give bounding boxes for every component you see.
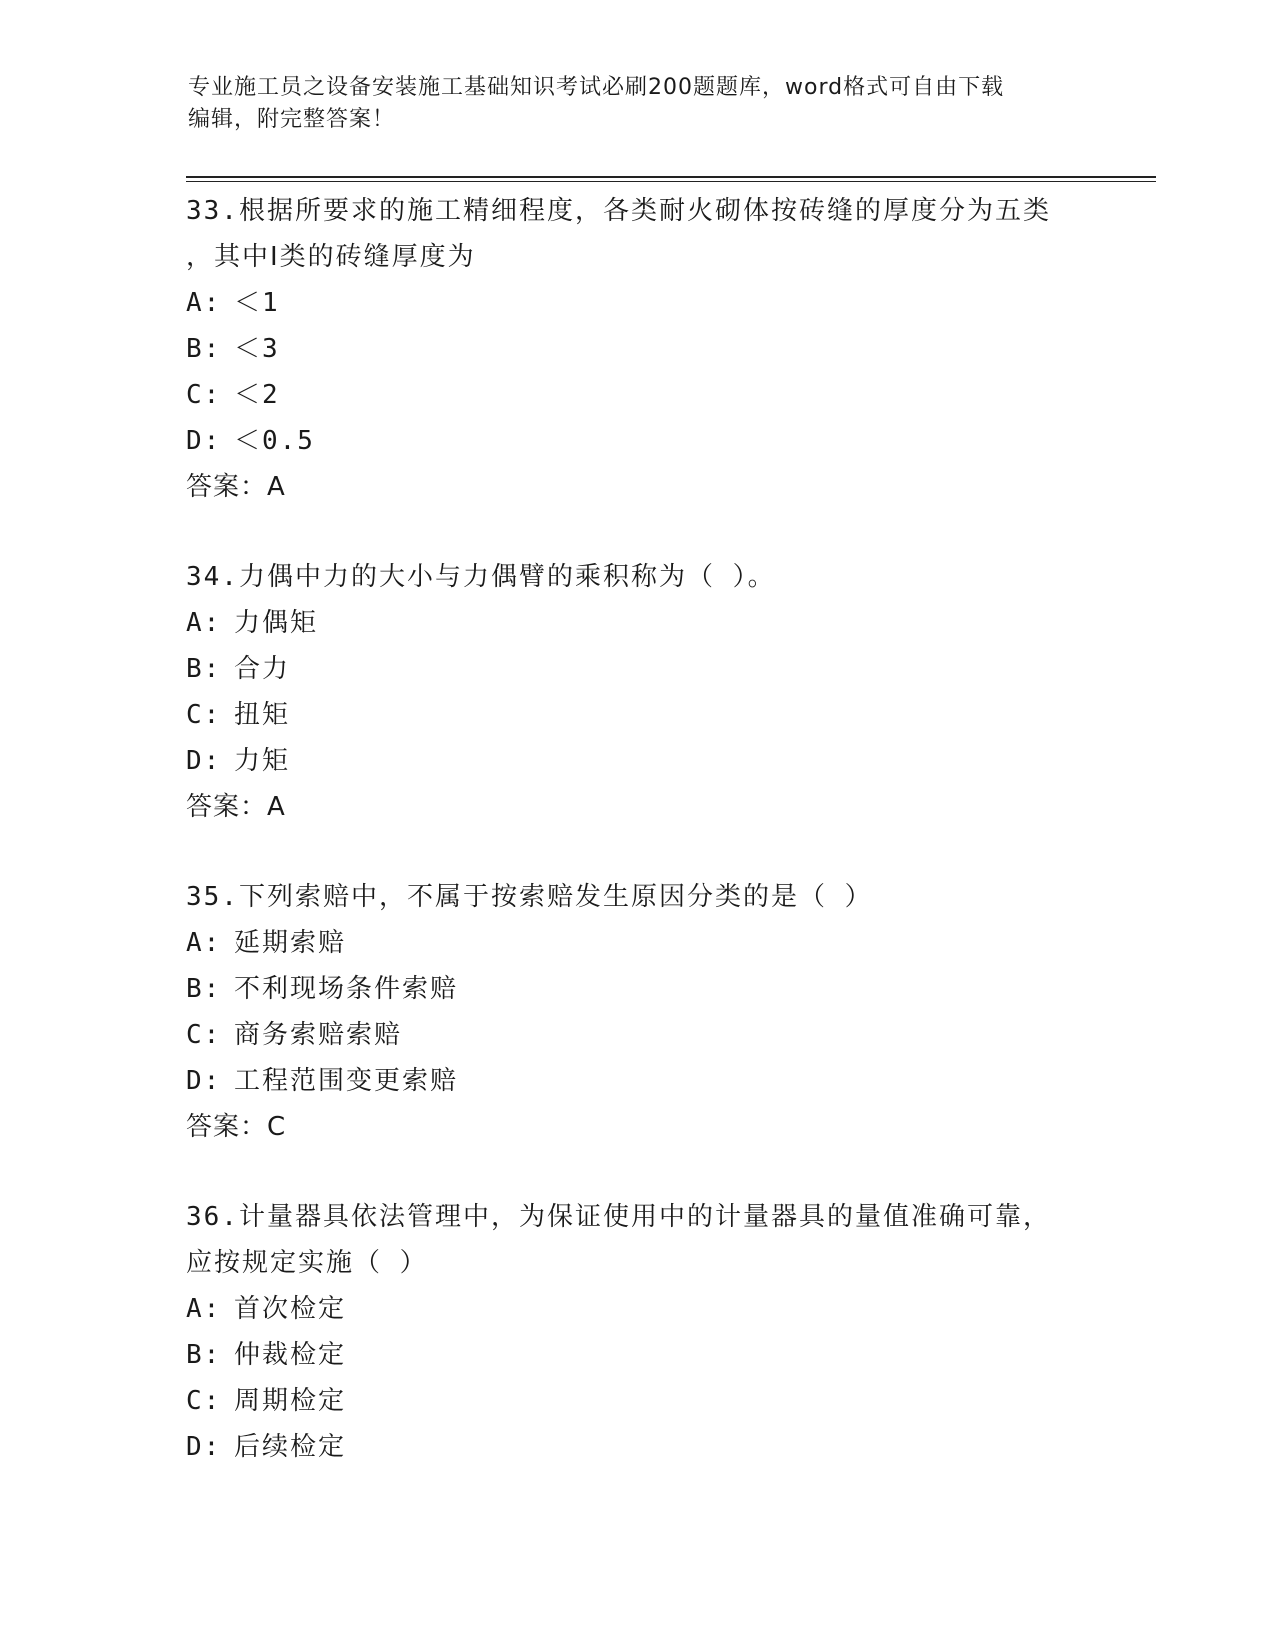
option-letter: C:	[186, 1386, 222, 1416]
option-letter: D:	[186, 1066, 222, 1096]
option-letter: D:	[186, 1432, 222, 1462]
option-text: 后续检定	[234, 1432, 347, 1462]
option-text: 延期索赔	[234, 928, 347, 958]
option-letter: C:	[186, 1020, 222, 1050]
option-a	[186, 280, 1086, 326]
answer-line: 答案：C	[186, 1112, 287, 1142]
option-text: 合力	[234, 654, 291, 684]
answer-line: 答案：A	[186, 792, 286, 822]
option-b	[186, 966, 1086, 1012]
question-text: 33.根据所要求的施工精细程度，各类耐火砌体按砖缝的厚度分为五类	[186, 196, 1051, 226]
question-text-continued: ，其中Ⅰ类的砖缝厚度为	[186, 242, 476, 272]
question-text-continued: 应按规定实施（ ）	[186, 1248, 428, 1278]
option-c	[186, 692, 1086, 738]
question-text: 35.下列索赔中，不属于按索赔发生原因分类的是（ ）	[186, 882, 873, 912]
option-text: 仲裁检定	[234, 1340, 347, 1370]
question-35	[186, 874, 1086, 1150]
option-a	[186, 1286, 1086, 1332]
option-text: 不利现场条件索赔	[234, 974, 459, 1004]
question-34	[186, 554, 1086, 830]
option-text: 力矩	[234, 746, 291, 776]
option-text: 商务索赔索赔	[234, 1020, 403, 1050]
option-letter: D:	[186, 426, 222, 456]
option-c	[186, 1012, 1086, 1058]
option-d	[186, 418, 1086, 464]
option-letter: B:	[186, 334, 222, 364]
document-header	[188, 72, 1068, 136]
option-c	[186, 372, 1086, 418]
option-d	[186, 1424, 1086, 1470]
option-b	[186, 326, 1086, 372]
option-letter: C:	[186, 700, 222, 730]
option-letter: A:	[186, 928, 222, 958]
option-text: ＜3	[234, 334, 280, 364]
option-b	[186, 646, 1086, 692]
option-text: 力偶矩	[234, 608, 319, 638]
option-text: ＜1	[234, 288, 280, 318]
option-text: 周期检定	[234, 1386, 347, 1416]
option-letter: B:	[186, 1340, 222, 1370]
option-letter: D:	[186, 746, 222, 776]
option-text: 工程范围变更索赔	[234, 1066, 459, 1096]
option-a	[186, 600, 1086, 646]
option-text: ＜2	[234, 380, 280, 410]
option-letter: B:	[186, 974, 222, 1004]
header-divider-thick	[186, 176, 1156, 178]
option-letter: B:	[186, 654, 222, 684]
option-a	[186, 920, 1086, 966]
question-text: 36.计量器具依法管理中，为保证使用中的计量器具的量值准确可靠，	[186, 1202, 1051, 1232]
option-letter: A:	[186, 288, 222, 318]
option-text: 扭矩	[234, 700, 291, 730]
question-36	[186, 1194, 1086, 1470]
header-line-2: 编辑，附完整答案！	[188, 107, 396, 132]
option-text: ＜0.5	[234, 426, 315, 456]
answer-line: 答案：A	[186, 472, 286, 502]
option-text: 首次检定	[234, 1294, 347, 1324]
option-d	[186, 1058, 1086, 1104]
option-d	[186, 738, 1086, 784]
option-c	[186, 1378, 1086, 1424]
option-letter: A:	[186, 608, 222, 638]
option-letter: A:	[186, 1294, 222, 1324]
header-line-1: 专业施工员之设备安装施工基础知识考试必刷200题题库，word格式可自由下载	[188, 75, 1005, 100]
question-33	[186, 188, 1086, 510]
option-letter: C:	[186, 380, 222, 410]
header-divider-thin	[186, 181, 1156, 182]
option-b	[186, 1332, 1086, 1378]
question-text: 34.力偶中力的大小与力偶臂的乘积称为（ ）。	[186, 562, 776, 592]
